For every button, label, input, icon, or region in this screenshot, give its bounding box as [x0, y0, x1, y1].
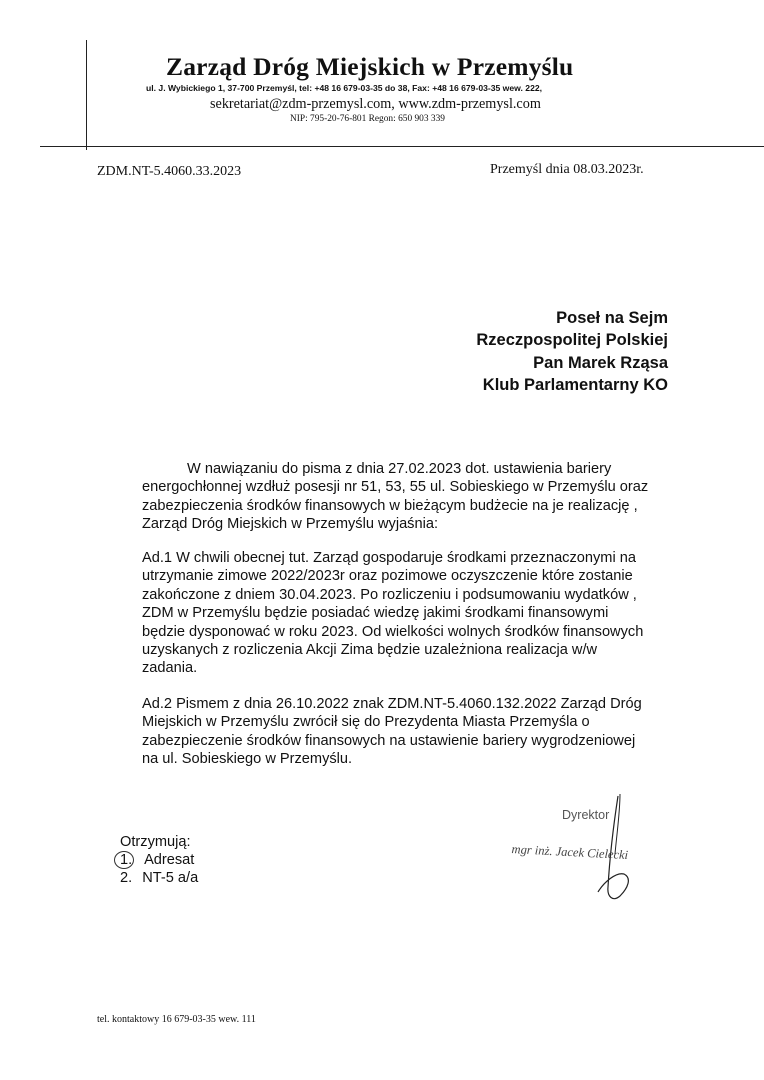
signature-title: Dyrektor — [562, 808, 610, 822]
text-line: zabezpieczenia środków finansowych w bieżącym budżecie na je realizację , — [142, 497, 638, 514]
recipients-heading: Otrzymują: — [120, 834, 191, 850]
recipient-line: Poseł na Sejm — [556, 309, 668, 327]
recipient-block — [476, 307, 668, 397]
recipients-list — [120, 833, 198, 887]
recipient-line: Klub Parlamentarny KO — [482, 376, 668, 395]
intro-paragraph — [142, 460, 679, 534]
letterhead-address: ul. J. Wybickiego 1, 37-700 Przemyśl, tel: +48 16 679-03-35 do 38, Fax: +48 16 679-03-35 wew. 222, — [146, 83, 543, 93]
letterhead-nip: NIP: 795-20-76-801 Regon: 650 903 339 — [290, 114, 445, 124]
letterhead-contact: sekretariat@zdm-przemysl.com, www.zdm-przemysl.com — [210, 96, 541, 112]
letter-date: Przemyśl dnia 08.03.2023r. — [490, 162, 644, 177]
text-line: zakończone z dniem 30.04.2023. Po rozliczeniu i podsumowaniu wydatków , — [142, 586, 637, 603]
letterhead-title: Zarząd Dróg Miejskich w Przemyślu — [166, 52, 574, 81]
text-line: Ad.1 W chwili obecnej tut. Zarząd gospodaruje środkami przeznaczonymi na — [142, 550, 636, 566]
header-divider — [40, 146, 764, 147]
circled-number: 1. — [120, 852, 133, 868]
text-line: energochłonnej wzdłuż posesji nr 51, 53, 55 ul. Sobieskiego w Przemyślu oraz — [142, 479, 649, 496]
text-line: Miejskich w Przemyślu zwrócił się do Prezydenta Miasta Przemyśla o — [142, 714, 590, 731]
list-item-number: 2. — [120, 870, 133, 886]
text-line: uzyskanych z rozliczenia Akcji Zima będzie uzależniona realizacja w/w — [142, 642, 598, 659]
ad1-paragraph — [142, 549, 679, 678]
list-item-text: Adresat — [144, 852, 195, 868]
ad2-paragraph — [142, 695, 679, 769]
footer-contact: tel. kontaktowy 16 679-03-35 wew. 111 — [97, 1014, 256, 1025]
text-line: W nawiązaniu do pisma z dnia 27.02.2023 dot. ustawienia bariery — [187, 461, 612, 477]
reference-number: ZDM.NT-5.4060.33.2023 — [97, 164, 242, 179]
recipient-line: Rzeczpospolitej Polskiej — [476, 331, 668, 350]
list-item-text: NT-5 a/a — [142, 870, 199, 886]
text-line: Ad.2 Pismem z dnia 26.10.2022 znak ZDM.NT-5.4060.132.2022 Zarząd Dróg — [142, 696, 642, 712]
text-line: zadania. — [142, 660, 198, 677]
text-line: Zarząd Dróg Miejskich w Przemyślu wyjaśnia: — [142, 516, 439, 533]
signature-name: mgr inż. Jacek Cielecki — [511, 842, 629, 863]
margin-line — [86, 40, 87, 150]
recipient-line: Pan Marek Rząsa — [533, 353, 668, 372]
list-item — [120, 851, 198, 869]
text-line: zabezpieczenie środków finansowych na ustawienie bariery wygrodzeniowej — [142, 732, 636, 749]
text-line: ZDM w Przemyślu będzie posiadać wiedzę jakimi środkami finansowymi — [142, 605, 609, 622]
text-line: utrzymanie zimowe 2022/2023r oraz pozimowe oczyszczenie które zostanie — [142, 568, 633, 585]
list-item — [120, 869, 198, 887]
text-line: na ul. Sobieskiego w Przemyślu. — [142, 751, 353, 768]
text-line: będzie dysponować w roku 2023. Od wielkości wolnych środków finansowych — [142, 623, 644, 640]
